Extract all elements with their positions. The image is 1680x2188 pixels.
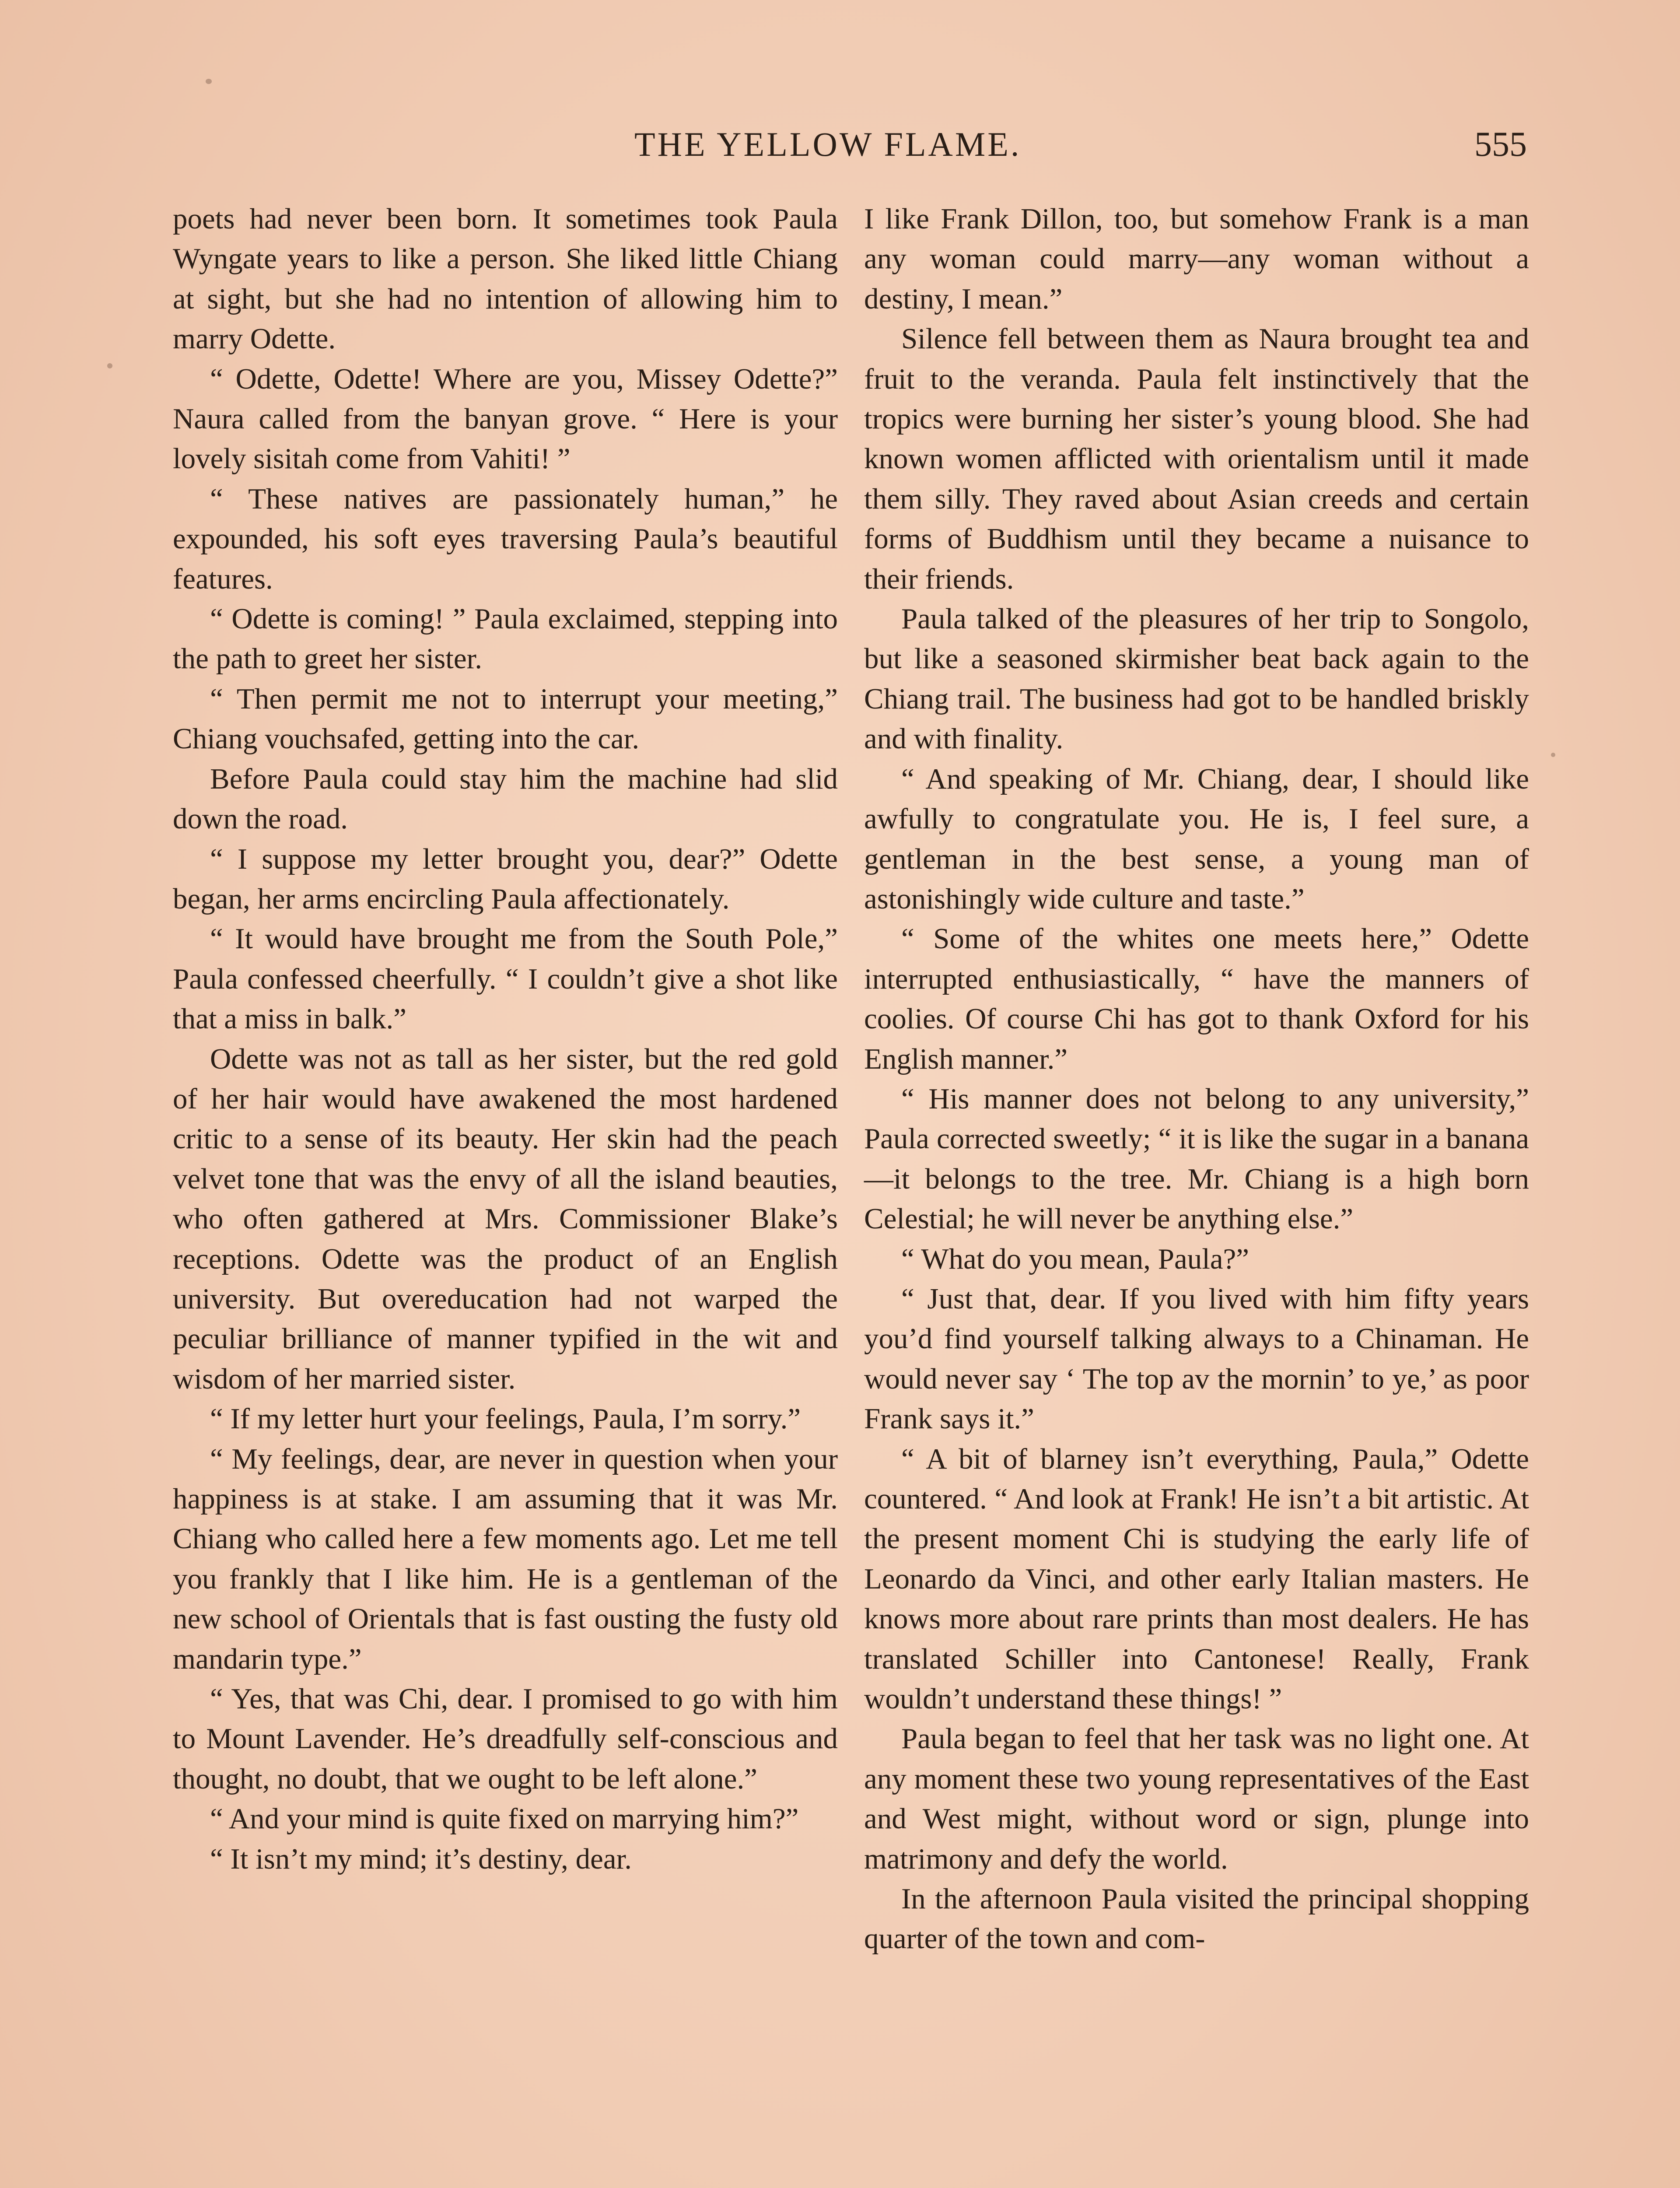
paragraph: In the afternoon Paula visited the principal shopping quarter of the town and com-: [864, 1883, 1529, 1955]
paragraph: “ It would have brought me from the South Pole,” Paula confessed cheerfully. “ I couldn’t give a shot like that a miss in balk.”: [173, 922, 838, 1035]
right-text-column: [864, 199, 1529, 1959]
paragraph: “ Just that, dear. If you lived with him fifty years you’d find yourself talking always to a Chinaman. He would never say ‘ The top av the mornin’ to ye,’ as poor Frank says it.”: [864, 1282, 1529, 1435]
paragraph: Before Paula could stay him the machine had slid down the road.: [173, 762, 838, 835]
paragraph: “ If my letter hurt your feelings, Paula, I’m sorry.”: [210, 1403, 801, 1435]
paragraph: “ And speaking of Mr. Chiang, dear, I should like awfully to congratulate you. He is, I feel sure, a gentleman in the best sense, a young man of astonishingly wide culture and taste.”: [864, 762, 1529, 915]
paragraph: “ Some of the whites one meets here,” Odette interrupted enthusiastically, “ have the manners of coolies. Of course Chi has got to thank Oxford for his English manner.”: [864, 922, 1529, 1075]
paragraph: “ I suppose my letter brought you, dear?” Odette began, her arms encircling Paula affectionately.: [173, 842, 838, 915]
paragraph: poets had never been born. It sometimes took Paula Wyngate years to like a person. She liked little Chiang at sight, but she had no intention of allowing him to marry Odette.: [173, 203, 838, 355]
paragraph: “ And your mind is quite fixed on marrying him?”: [210, 1802, 799, 1835]
page-header: [171, 118, 1527, 171]
left-text-column: [173, 199, 838, 1879]
running-title: THE YELLOW FLAME.: [634, 125, 1022, 163]
paragraph: Paula talked of the pleasures of her trip to Songolo, but like a seasoned skirmisher beat back again to the Chiang trail. The business had got to be handled briskly and with finality.: [864, 603, 1529, 755]
paragraph: “ His manner does not belong to any university,” Paula corrected sweetly; “ it is like the sugar in a banana—it belongs to the tree. Mr. Chiang is a high born Celestial; he will never be anything else.”: [864, 1082, 1529, 1235]
paragraph: “ Yes, that was Chi, dear. I promised to go with him to Mount Lavender. He’s dreadfully self-conscious and thought, no doubt, that we ought to be left alone.”: [173, 1683, 838, 1795]
paragraph: “ Odette, Odette! Where are you, Missey Odette?” Naura called from the banyan grove. “ Here is your lovely sisitah come from Vahiti! ”: [173, 362, 838, 475]
paragraph: “ It isn’t my mind; it’s destiny, dear.: [210, 1842, 632, 1875]
paragraph: “ A bit of blarney isn’t everything, Paula,” Odette countered. “ And look at Frank! He isn’t a bit artistic. At the present moment Chi is studying the early life of Leonardo da Vinci, and other early Italian masters. He knows more about rare prints than most dealers. He has translated Schiller into Cantonese! Really, Frank wouldn’t understand these things! ”: [864, 1442, 1529, 1715]
paragraph: “ What do you mean, Paula?”: [901, 1242, 1250, 1275]
paragraph: Silence fell between them as Naura brought tea and fruit to the veranda. Paula felt instinctively that the tropics were burning her sister’s young blood. She had known women afflicted with orientalism until it made them silly. They raved about Asian creeds and certain forms of Buddhism until they became a nuisance to their friends.: [864, 323, 1529, 595]
paper-speck: [206, 79, 212, 84]
paragraph: “ Odette is coming! ” Paula exclaimed, stepping into the path to greet her sister.: [173, 603, 838, 675]
paragraph: “ Then permit me not to interrupt your meeting,” Chiang vouchsafed, getting into the car.: [173, 682, 838, 755]
paragraph: Odette was not as tall as her sister, but the red gold of her hair would have awakened the most hardened critic to a sense of its beauty. Her skin had the peach velvet tone that was the envy of all the island beauties, who often gathered at Mrs. Commissioner Blake’s receptions. Odette was the product of an English university. But overeducation had not warped the peculiar brilliance of manner typified in the wit and wisdom of her married sister.: [173, 1042, 838, 1395]
paragraph: “ These natives are passionately human,” he expounded, his soft eyes traversing Paula’s beautiful features.: [173, 482, 838, 595]
paragraph: Paula began to feel that her task was no light one. At any moment these two young representatives of the East and West might, without word or sign, plunge into matrimony and defy the world.: [864, 1722, 1529, 1875]
paragraph: I like Frank Dillon, too, but somehow Frank is a man any woman could marry—any woman without a destiny, I mean.”: [864, 203, 1529, 315]
paragraph: “ My feelings, dear, are never in question when your happiness is at stake. I am assuming that it was Mr. Chiang who called here a few moments ago. Let me tell you frankly that I like him. He is a gentleman of the new school of Orientals that is fast ousting the fusty old mandarin type.”: [173, 1442, 838, 1675]
paper-speck: [107, 363, 112, 368]
paper-speck: [1551, 753, 1555, 757]
page-number: 555: [1474, 125, 1527, 164]
